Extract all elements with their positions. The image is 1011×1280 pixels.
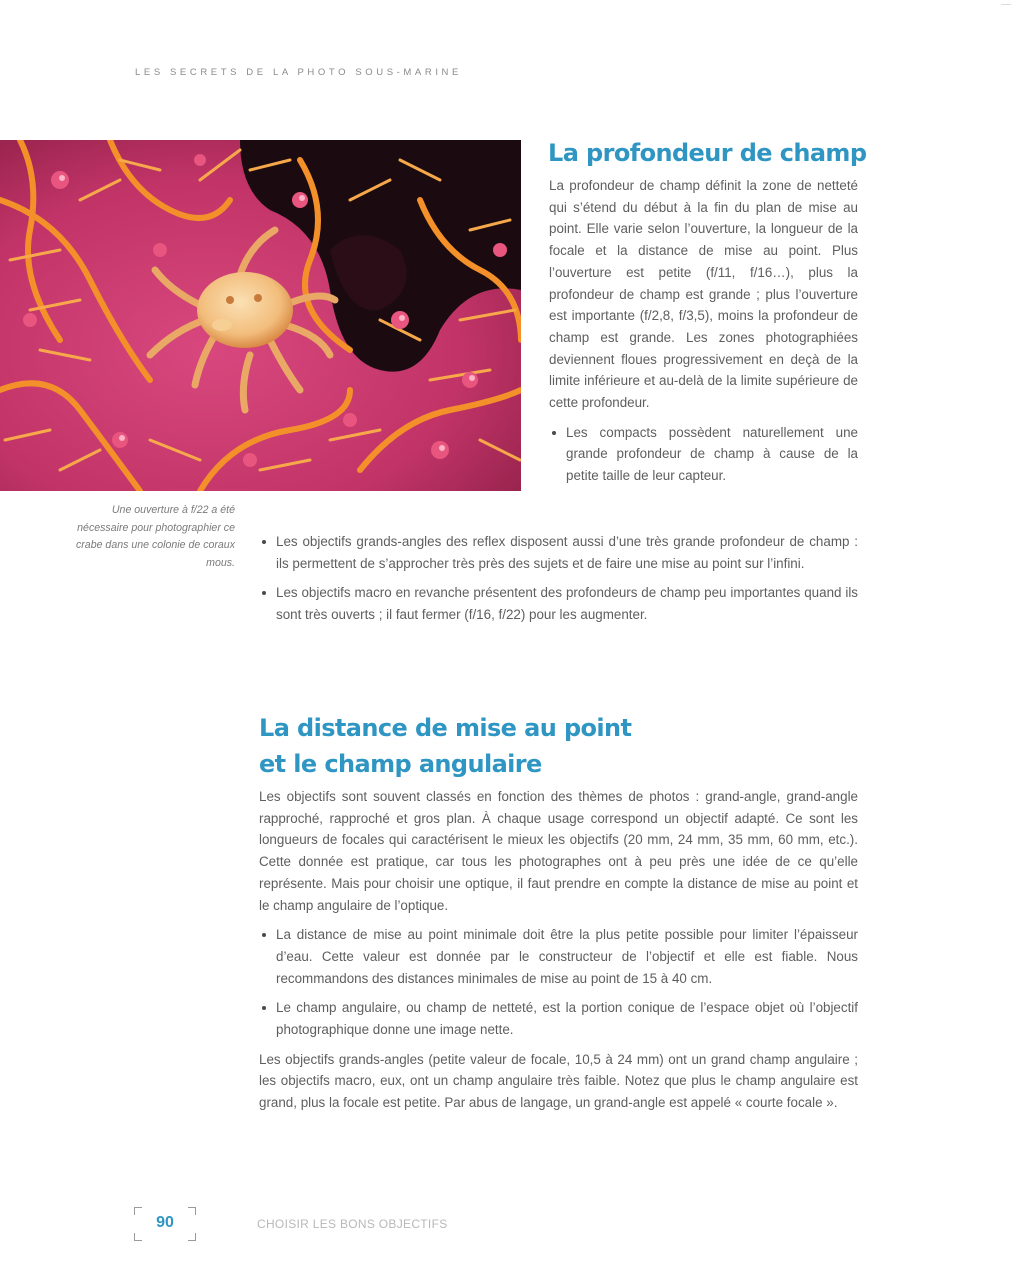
depth-of-field-wide-column [259,531,858,626]
crab-photo [0,140,521,491]
list-item: Les objectifs grands-angles des reflex disposent aussi d’une très grande profondeur de champ : ils permettent de s’approcher très près des sujets et de faire une mise au point sur l’infini. [259,531,858,574]
page-number-frame [134,1207,196,1241]
list-item: Le champ angulaire, ou champ de netteté, est la portion conique de l’espace objet où l’objectif photographique donne une image nette. [259,997,858,1040]
focus-distance-column [259,786,858,1114]
frame-corner [134,1233,142,1241]
focus-distance-intro: Les objectifs sont souvent classés en fonction des thèmes de photos : grand-angle, grand-angle rapproché, rapproché et gros plan. À chaque usage correspond un objectif adapté. Ce sont les longueurs de focales qui caractérisent le mieux les objectifs (20 mm, 24 mm, 35 mm, 60 mm, etc.). Cette donnée est pratique, car tous les photographes ont à peu près une idée de ce qu’elle représente. Mais pour choisir une optique, il faut prendre en compte la distance de mise au point et le champ angulaire de l’optique. [259,789,858,913]
section-title-line1: La distance de mise au point [259,714,632,742]
depth-of-field-list-short [549,422,858,487]
focus-distance-conclusion: Les objectifs grands-angles (petite valeur de focale, 10,5 à 24 mm) ont un grand champ angulaire ; les objectifs macro, eux, ont un champ angulaire très faible. Notez que plus le champ angulaire est grand, plus la focale est petite. Par abus de langage, un grand-angle est appelé « courte focale ». [259,1051,858,1111]
depth-of-field-paragraph: La profondeur de champ définit la zone de netteté qui s’étend du début à la fin du plan de mise au point. Elle varie selon l’ouverture, la longueur de la focale et la distance de mise au point. Plus l’ouverture est petite (f/11, f/16…), plus la profondeur de champ est grande ; plus l’ouverture est importante (f/2,8, f/3,5), moins la profondeur de champ est grande. Les zones photographiées deviennent floues progressivement en deçà de la limite inférieure et au-delà de la limite supérieure de cette profondeur. [549,178,858,411]
section-title-depth-of-field: La profondeur de champ [548,139,867,167]
frame-corner [188,1233,196,1241]
coral-crab-illustration [0,140,521,491]
chapter-footer: CHOISIR LES BONS OBJECTIFS [257,1217,448,1231]
list-item: Les compacts possèdent naturellement une grande profondeur de champ à cause de la petite taille de leur capteur. [549,422,858,487]
page-number: 90 [156,1214,174,1231]
photo-caption: Une ouverture à f/22 a été nécessaire pour photographier ce crabe dans une colonie de coraux mous. [75,504,235,569]
crop-mark [1001,0,1011,5]
focus-distance-list [259,924,858,1041]
depth-of-field-column [549,175,858,487]
section-title-focus-distance [259,710,819,782]
list-item: Les objectifs macro en revanche présentent des profondeurs de champ peu importantes quand ils sont très ouverts ; il faut fermer (f/16, f/22) pour les augmenter. [259,582,858,625]
running-header: LES SECRETS DE LA PHOTO SOUS-MARINE [135,67,462,78]
section-title-line2: et le champ angulaire [259,750,542,778]
depth-of-field-list-wide [259,531,858,626]
list-item: La distance de mise au point minimale doit être la plus petite possible pour limiter l’épaisseur d’eau. Cette valeur est donnée par le constructeur de l’objectif et elle est fiable. Nous recommandons des distances minimales de mise au point de 15 à 40 cm. [259,924,858,989]
